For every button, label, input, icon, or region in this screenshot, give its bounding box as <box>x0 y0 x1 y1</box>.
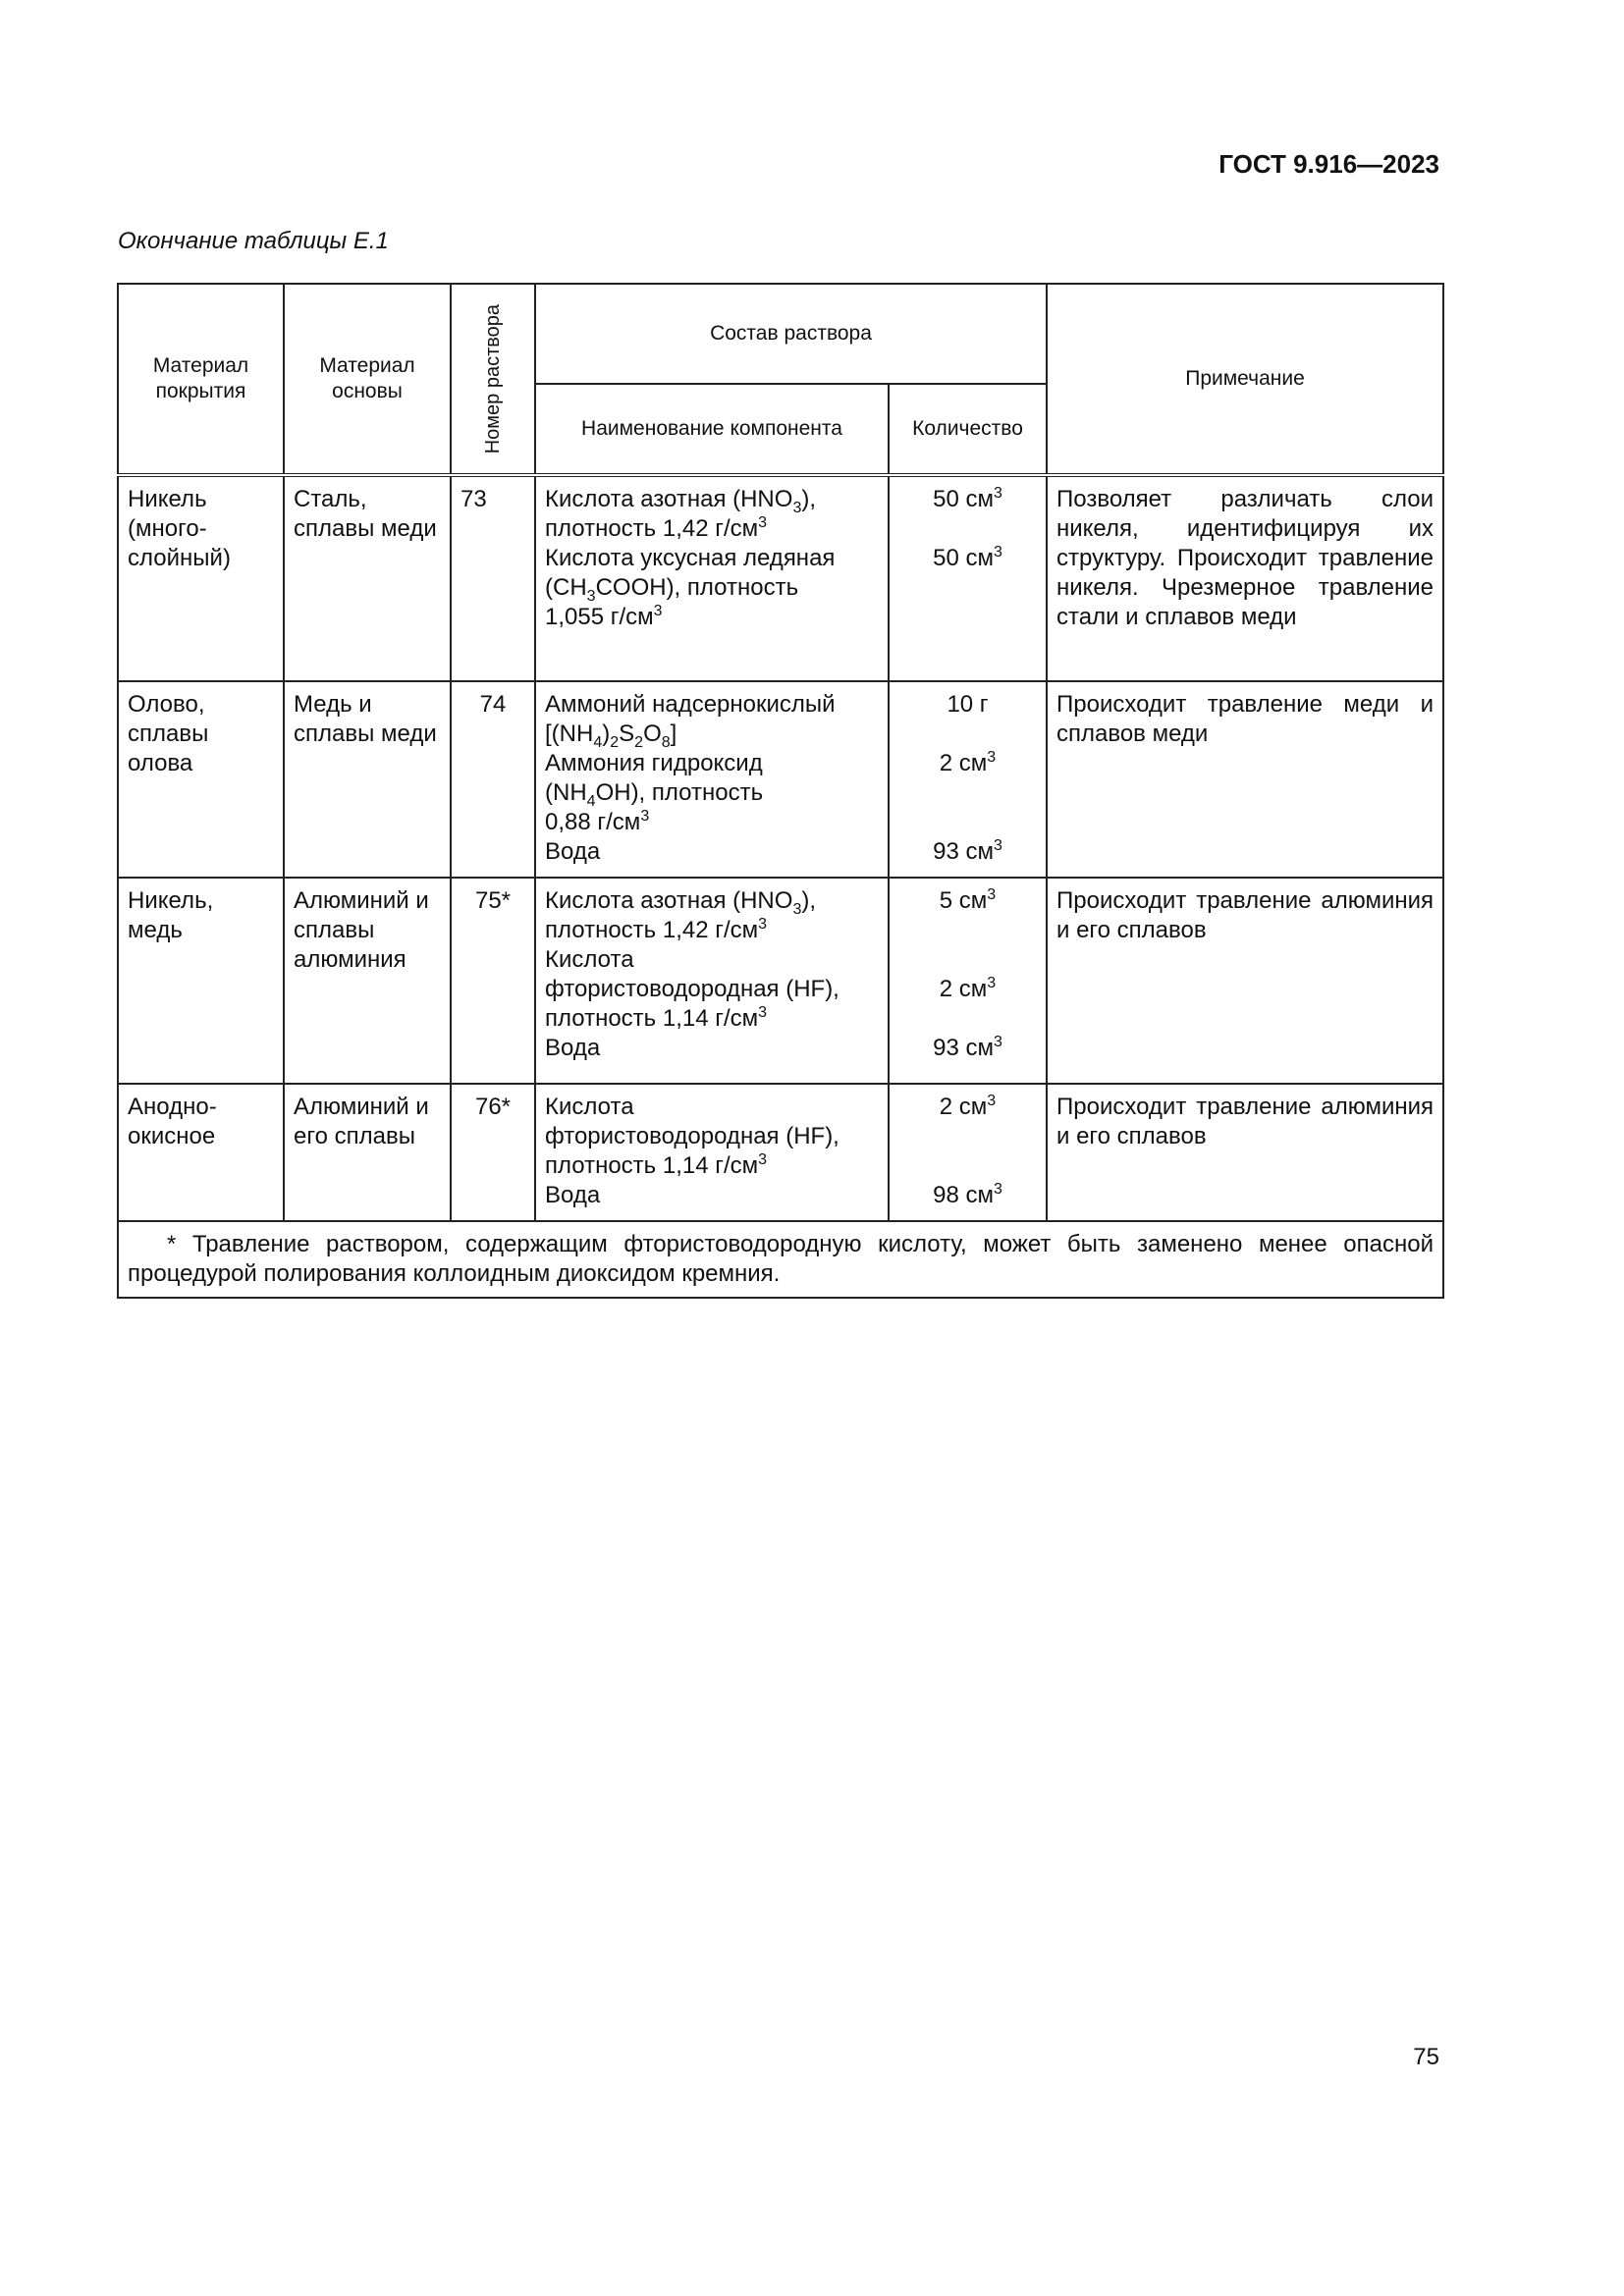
header-component: Наименование компонента <box>535 384 889 475</box>
cell-note: Происходит травление алюминия и его сплавов <box>1047 878 1443 1084</box>
component-line: Кислота азотная $(HNO_3)$, <box>545 887 817 918</box>
cell-quantity <box>889 878 1047 1084</box>
header-coating: Материал покрытия <box>118 284 284 475</box>
table-caption: Окончание таблицы Е.1 <box>118 228 389 254</box>
cell-number: 75* <box>451 878 535 1084</box>
quantity-value: 98 $см^3$ <box>933 1181 1002 1208</box>
cell-note: Позволяет различать слои никеля, идентифицируя их структуру. Происходит травление никеля. Чрезмерное травление стали и сплавов меди <box>1047 475 1443 681</box>
quantity-value: 2 $см^3$ <box>939 1093 997 1120</box>
quantity-value: 93 $см^3$ <box>933 837 1002 865</box>
cell-base: Алюминий и сплавы алюминия <box>284 878 451 1084</box>
component-line: плотность 1,14 $г/см^3$ <box>545 1151 768 1179</box>
component-line: плотность 1,42 $г/см^3$ <box>545 514 768 542</box>
table-row <box>118 681 1443 878</box>
component-line: Кислота азотная $(HNO_3)$, <box>545 486 817 516</box>
component-line: Аммония гидроксид <box>545 750 763 776</box>
cell-components <box>535 878 889 1084</box>
cell-base: Сталь, сплавы меди <box>284 475 451 681</box>
component-line: плотность 1,42 $г/см^3$ <box>545 916 768 943</box>
component-line: 1,055 $г/см^3$ <box>545 603 663 630</box>
page-number: 75 <box>1413 2044 1439 2070</box>
component-line: Вода <box>545 1182 601 1208</box>
etching-solutions-table <box>117 283 1444 1299</box>
header-number <box>451 284 535 475</box>
header-note: Примечание <box>1047 284 1443 475</box>
table-row <box>118 1084 1443 1221</box>
cell-coating: Никель, медь <box>118 878 284 1084</box>
cell-coating: Никель (много-слойный) <box>118 475 284 681</box>
header-composition: Состав раствора <box>535 284 1047 384</box>
component-line: $(CH_3COOH)$, плотность <box>545 574 799 605</box>
cell-quantity <box>889 1084 1047 1221</box>
component-line: $(NH_4OH)$, плотность <box>545 779 764 810</box>
table-footnote-row <box>118 1221 1443 1298</box>
table-row <box>118 475 1443 681</box>
cell-base: Алюминий и его сплавы <box>284 1084 451 1221</box>
cell-coating: Анодно-окисное <box>118 1084 284 1221</box>
quantity-value: 93 $см^3$ <box>933 1034 1002 1061</box>
quantity-value: 50 $см^3$ <box>933 544 1002 571</box>
quantity-value: 50 $см^3$ <box>933 485 1002 512</box>
component-line: Кислота <box>545 1094 634 1120</box>
component-line: Вода <box>545 838 601 865</box>
component-line: Кислота <box>545 946 634 973</box>
cell-number: 74 <box>451 681 535 878</box>
header-quantity: Количество <box>889 384 1047 475</box>
component-line: фтористоводородная (HF), <box>545 1123 839 1149</box>
component-line: фтористоводородная (HF), <box>545 976 839 1002</box>
cell-base: Медь и сплавы меди <box>284 681 451 878</box>
cell-components <box>535 681 889 878</box>
table-row <box>118 878 1443 1084</box>
component-line: Вода <box>545 1035 601 1061</box>
quantity-value: 5 $см^3$ <box>939 886 997 914</box>
table-footnote: * Травление раствором, содержащим фтористоводородную кислоту, может быть заменено менее опасной процедурой полирования коллоидным диоксидом кремния. <box>118 1221 1443 1298</box>
cell-quantity <box>889 475 1047 681</box>
quantity-value: 10 г <box>947 691 989 718</box>
cell-number: 76* <box>451 1084 535 1221</box>
header-base: Материал основы <box>284 284 451 475</box>
component-line: Кислота уксусная ледяная <box>545 545 836 571</box>
component-line: Аммоний надсернокислый <box>545 691 836 718</box>
cell-components <box>535 475 889 681</box>
component-line: плотность 1,14 $г/см^3$ <box>545 1004 768 1032</box>
quantity-value: 2 $см^3$ <box>939 749 997 776</box>
document-code: ГОСТ 9.916—2023 <box>1218 149 1439 179</box>
quantity-value: 2 $см^3$ <box>939 975 997 1002</box>
component-line: $[(NH_4)_2S_2O_8]$ <box>545 721 677 751</box>
header-number-label: Номер раствора <box>482 303 504 454</box>
cell-note: Происходит травление алюминия и его сплавов <box>1047 1084 1443 1221</box>
cell-components <box>535 1084 889 1221</box>
cell-note: Происходит травление меди и сплавов меди <box>1047 681 1443 878</box>
cell-coating: Олово, сплавы олова <box>118 681 284 878</box>
component-line: 0,88 $г/см^3$ <box>545 808 650 835</box>
cell-quantity <box>889 681 1047 878</box>
cell-number: 73 <box>451 475 535 681</box>
